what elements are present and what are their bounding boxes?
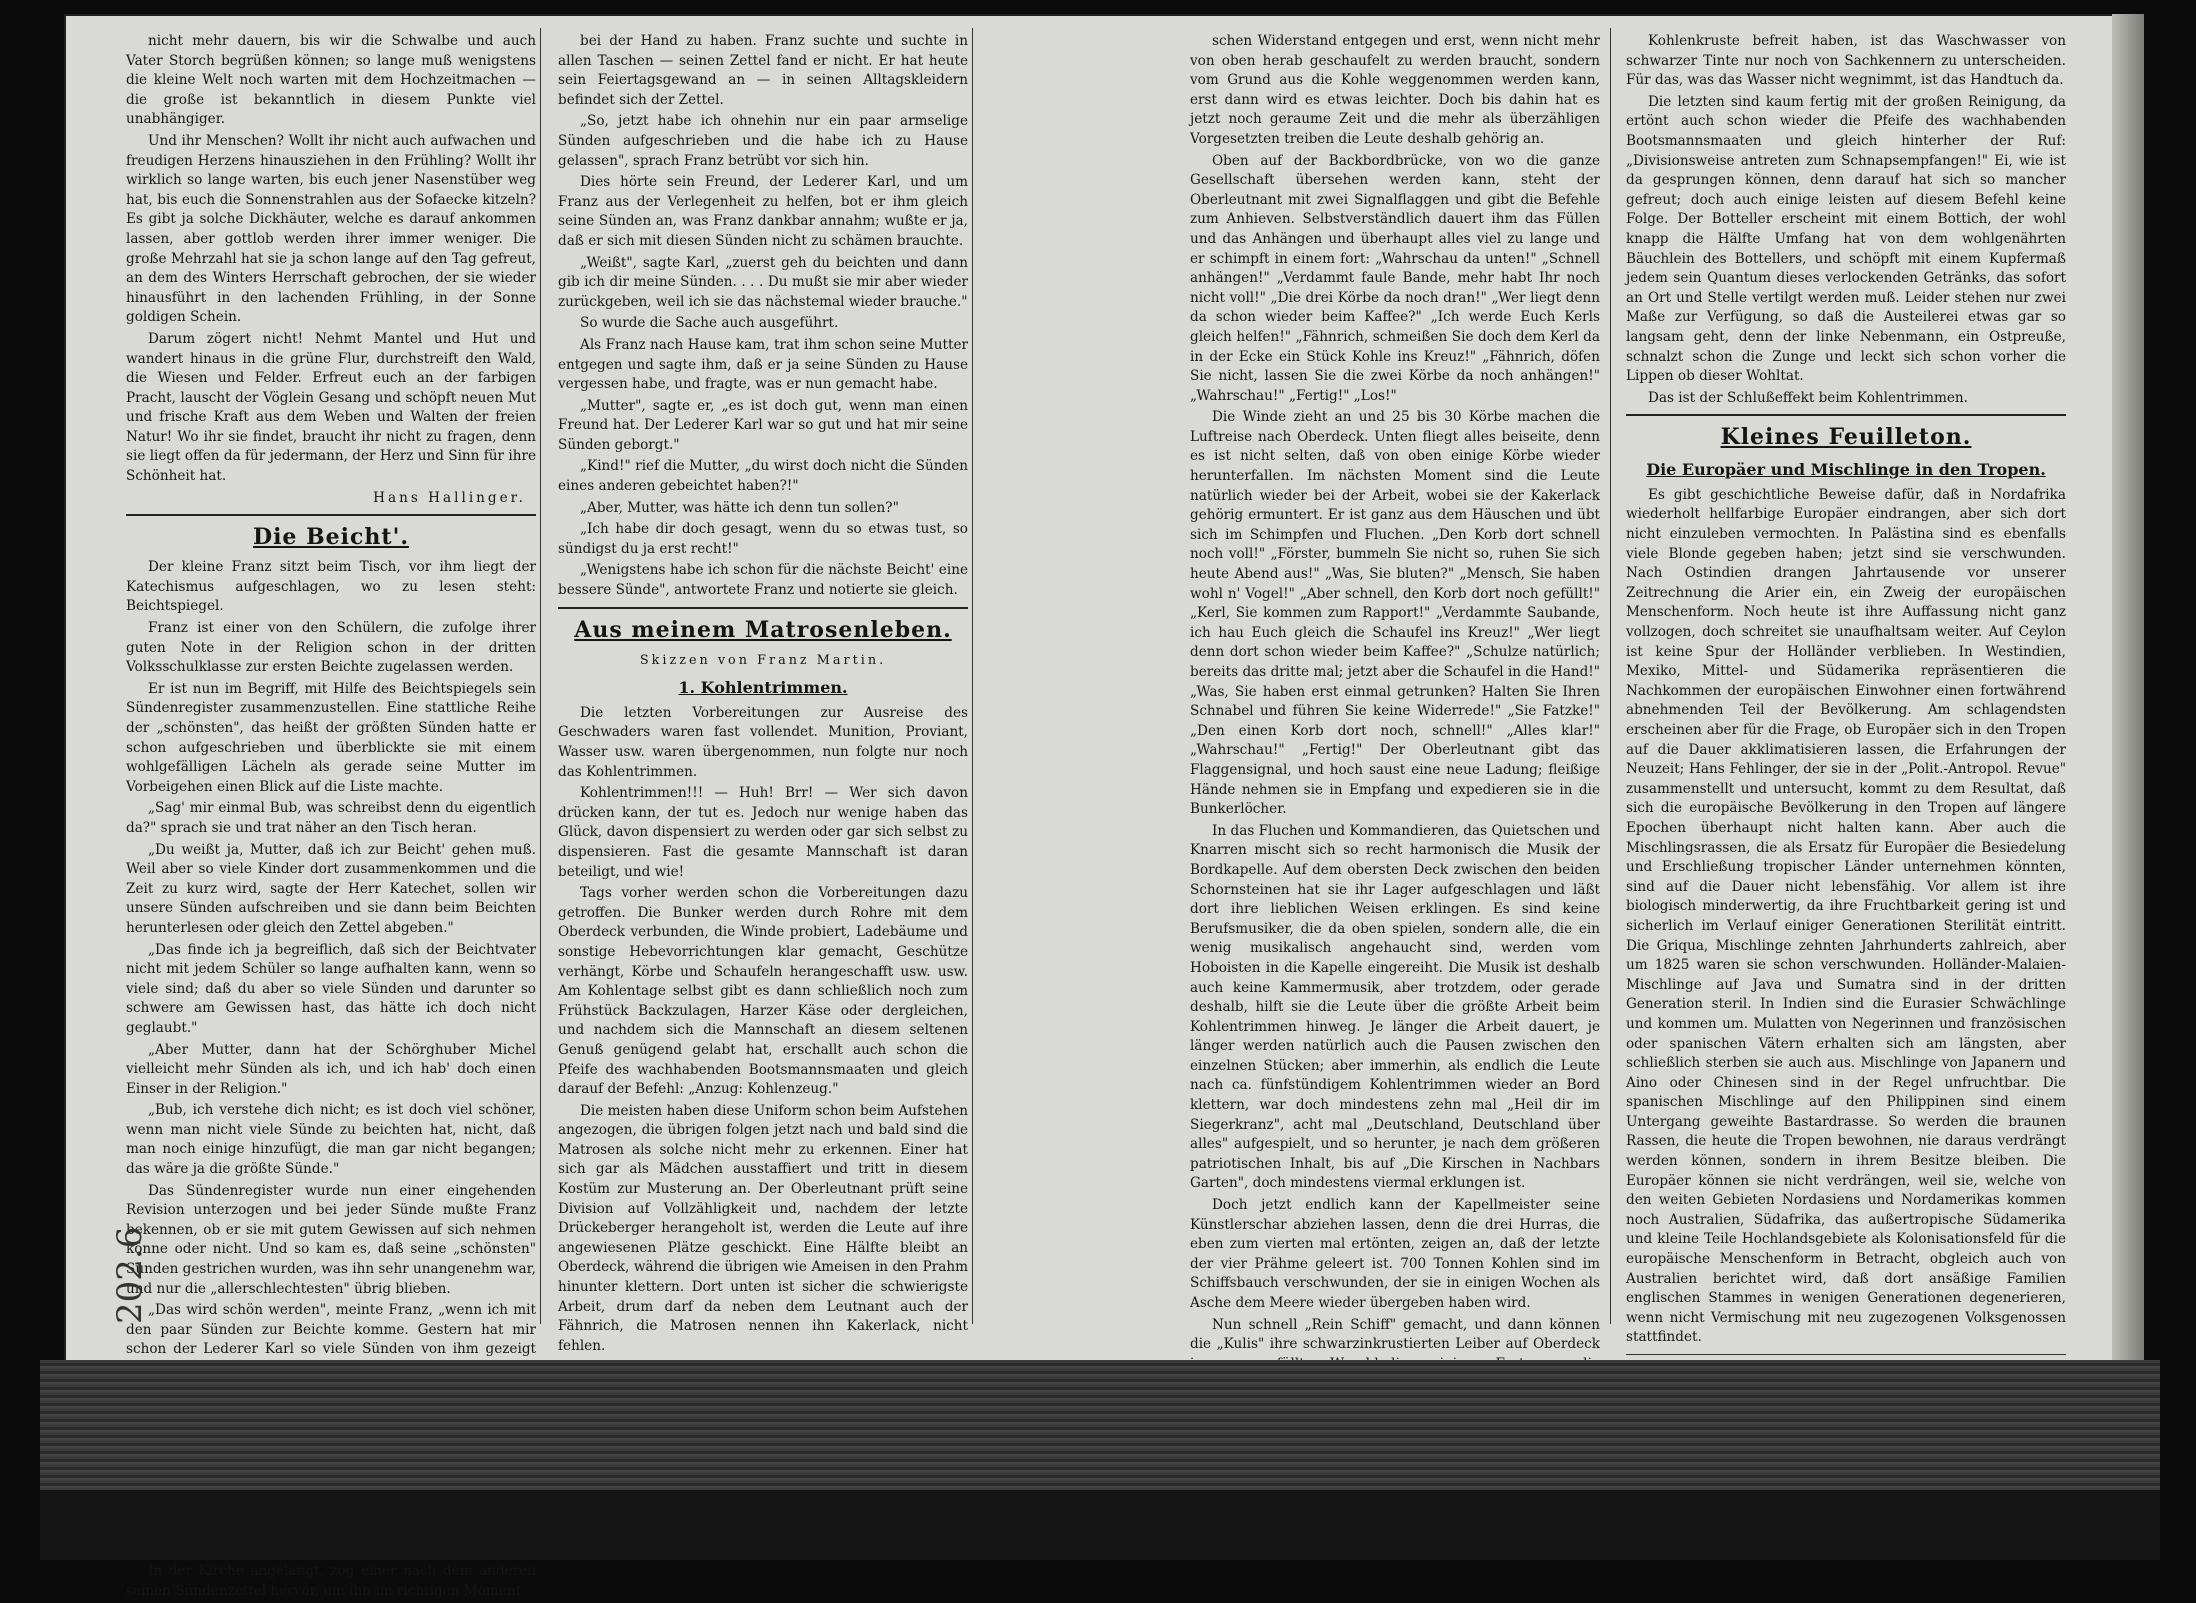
section-rule [558,607,968,609]
article-body [1626,32,2066,408]
paragraph: „Wenigstens habe ich schon für die nächste Beicht' eine bessere Sünde", antwortete Franz und notierte sie gleich. [558,562,968,599]
column-rule [540,28,541,1324]
paragraph: Franz ist einer von den Schülern, die zufolge ihrer guten Note in der Religion schon in der dritten Volksschulklasse zur ersten Beichte zugelassen werden. [126,620,536,676]
paragraph: „Ich habe dir doch gesagt, wenn du so etwas tust, so sündigst du ja erst recht!" [558,521,968,557]
paragraph: „Das wird schön werden", meinte Franz, „wenn ich mit den paar Sünden zur Beichte komme. Gestern hat mir schon der Lederer Karl so viele Sünden von ihm gezeigt [126,1302,536,1358]
article-heading: Die Beicht'. [253,524,409,551]
paragraph: Die meisten haben diese Uniform schon beim Aufstehen angezogen, die übrigen folgen jetzt nach und bald sind die Matrosen als solche nicht mehr zu erkennen. Einer hat sich gar als Mädchen ausstaffiert und tritt in diesem Kostüm zur Musterung an. Der Oberleutnant prüft seine Division auf Vollzähligkeit und, nachdem der letzte Drückeberger herangeholt ist, werden die Leute auf ihre angewiesenen Plätze geschickt. Eine Hälfte bleibt an Oberdeck, während die übrigen wie Ameisen in den Prahm hinunter klettern. Dort unten ist sicher die schwierigste Arbeit, drum darf da neben dem Leutnant auch der Fähnrich, die Matrosen nennen ihn Kakerlack, nicht fehlen. [558,1102,968,1354]
paragraph: „Aber, Mutter, was hätte ich denn tun sollen?" [580,499,899,516]
paragraph: „Das finde ich ja begreiflich, daß sich der Beichtvater nicht mit jedem Schüler so lange aufhalten kann, wenn so viele sind; daß du aber so viele Sünden und darunter so schwere am Gewissen hast, das hätte ich doch nicht geglaubt." [126,941,536,1036]
paragraph: bei der Hand zu haben. Franz suchte und suchte in allen Taschen — seinen Zettel fand er nicht. Er hat heute sein Feiertagsgewand an — in seinen Alltagskleidern befindet sich der Zettel. [558,33,968,108]
paragraph: Das Sündenregister wurde nun einer eingehenden Revision unterzogen und bei jeder Sünde mußte Franz bekennen, ob er sie mit gutem Gewissen auf sich nehmen könne oder nicht. Und so kam es, daß seine „schönsten" Sünden gestrichen wurden, was ihn sehr unangenehm war, und nur die „allerschlechtesten" übrig blieben. [126,1182,536,1297]
page-edge [2112,14,2144,1374]
paragraph: Doch jetzt endlich kann der Kapellmeister seine Künstlerschar abziehen lassen, denn die drei Hurras, die eben zum vierten mal ertönten, zeigen an, daß der letzte der vier Prähme geleert ist. 700 Tonnen Kohlen sind im Schiffsbauch verschwunden, der sie in einigen Wochen als Asche dem Meere wieder übergeben haben wird. [1190,1197,1600,1311]
paragraph: schen Widerstand entgegen und erst, wenn nicht mehr von oben herab geschaufelt zu werden braucht, sondern vom Grund aus die Kohle weggenommen werden kann, erst dann wird es etwas leichter. Doch bis dahin hat es jetzt noch geraume Zeit und die mehr als überzähligen Vorgesetzten treiben die Leute deshalb gehörig an. [1190,33,1600,147]
paragraph: „Du weißt ja, Mutter, daß ich zur Beicht' gehen muß. Weil aber so viele Kinder dort zusammenkommen und die Zeit zu kurz wird, sagte der Herr Katechet, sollen wir unsere Sünden aufschreiben und sie dann beim Beichten herunterlesen oder gleich den Zettel abgeben." [126,841,536,936]
paragraph: „Sag' mir einmal Bub, was schreibst denn du eigentlich da?" sprach sie und trat näher an den Tisch heran. [126,800,536,836]
handwritten-note: 202.6 [110,1226,150,1324]
section-rule [1626,414,2066,416]
column-3 [1190,32,1600,1494]
paragraph: In der Kirche angelangt, zog einer nach dem anderen seinen Sündenzettel hervor, um ihn im richtigen Moment [126,1562,536,1599]
section-rule [1626,1354,2066,1355]
paragraph: Kohlenkruste befreit haben, ist das Waschwasser von schwarzer Tinte nur noch von Sachkennern zu unterscheiden. Für das, was das Wasser nicht wegnimmt, ist das Handtuch da. [1626,33,2066,89]
paragraph: „Kind!" rief die Mutter, „du wirst doch nicht die Sünden eines anderen gebeichtet haben?!" [558,458,968,495]
column-2 [558,32,968,1539]
paragraph: „Mutter", sagte er, „es ist doch gut, wenn man einen Freund hat. Der Lederer Karl war so gut und hat mir seine Sünden geborgt." [558,397,968,453]
paragraph: nicht mehr dauern, bis wir die Schwalbe und auch Vater Storch begrüßen können; so lange muß wenigstens die kleine Welt noch warten mit dem Hochzeitmachen — die große ist bekanntlich in diesem Punkte viel unabhängiger. [126,33,536,128]
paragraph: In das Fluchen und Kommandieren, das Quietschen und Knarren mischt sich so recht harmonisch die Musik der Bordkapelle. Auf dem obersten Deck zwischen den beiden Schornsteinen hat sie ihr Lager aufgeschlagen und läßt dort ihre lieblichen Weisen erklingen. Es sind keine Berufsmusiker, die da oben spielen, sondern alle, die ein wenig musikalisch angehaucht sind, werden vom Hoboisten in die Kapelle eingereiht. Die Musik ist deshalb auch keine Kammermusik, aber trotzdem, oder gerade deshalb, hilft sie die Leute über die größte Arbeit beim Kohlentrimmen hinweg. Je länger die Arbeit dauert, je länger werden natürlich auch die Pausen zwischen den einzelnen Stücken; aber immerhin, als endlich die Leute nach ca. fünfstündigem Kohlentrimmen wieder an Bord klettern, war doch mindestens zehn mal „Heil dir im Siegerkranz", acht mal „Deutschland, Deutschland über alles" aufgespielt, und so herunter, je nach dem größeren patriotischen Inhalt, bis auf „Die Kirschen in Nachbars Garten", doch mindestens viermal erklungen ist. [1190,822,1600,1192]
paragraph: „Bub, ich verstehe dich nicht; es ist doch viel schöner, wenn man nicht viele Sünde zu beichten hat, nicht, daß man noch einige hinzufügt, die man gar nicht begangen; das wäre ja die größte Sünde." [126,1102,536,1178]
newspaper-page [64,14,2144,1599]
article-heading: Kleines Feuilleton. [1720,424,1972,451]
paragraph: Er ist nun im Begriff, mit Hilfe des Beichtspiegels sein Sündenregister zusammenzustellen. Eine stattliche Reihe der „schönsten", das heißt der größten Sünden hatte er schon aufgeschrieben und überblickte sie mit einem wohlgefälligen Lächeln als gerade seine Mutter im Vorbeigehen einen Blick auf die Liste machte. [126,680,536,795]
paragraph: Es gibt geschichtliche Beweise dafür, daß in Nordafrika wiederholt hellfarbige Europäer eindrangen, aber sich dort nicht einzuleben vermochten. In Palästina sind es ebenfalls viele Blonde gegeben haben; jetzt sind sie verschwunden. Nach Ostindien drangen Jahrtausende vor unserer Zeitrechnung die Arier ein, ein Zweig der europäischen Menschenform. Noch heute ist ihre Auffassung nicht ganz vollzogen, doch schreitet sie unaufhaltsam weiter. Auf Ceylon ist keine Spur der Holländer verblieben. In Westindien, Mexiko, Mittel- und Südamerika repräsentieren die Nachkommen der europäischen Einwohner einen fortwährend abnehmenden Teil der Bevölkerung. Am schlagendsten erscheinen aber für die Frage, ob Europäer sich in den Tropen auf die Dauer akklimatisieren lassen, die Erfahrungen der Neuzeit; Hans Fehlinger, der sie in der „Polit.-Antropol. Revue" zusammenstellt und untersucht, kommt zu dem Resultat, daß sich die europäische Bevölkerung in den Tropen auf längere Epochen überhaupt nicht halten kann. Aber auch die Mischlingsrassen, die als Ersatz für Europäer die Besiedelung und Erschließung tropischer Länder unternehmen könnten, sind auf die Dauer nicht lebensfähig. Vor allem ist ihre biologisch minderwertig, da ihre Fruchtbarkeit gering ist und sicherlich im Verlauf einiger Generationen Sterilität eintritt. Die Griqua, Mischlinge zehnten Jahrhunderts zahlreich, aber um 1825 waren sie schon verschwunden. Holländer-Malaien-Mischlinge auf Java und Sumatra sind in der dritten Generation steril. In Indien sind die Eurasier Schwächlinge und kommen um. Mulatten von Negerinnen und französischen oder spanischen Vätern erhalten sich am längsten, aber schließlich sterben sie auch aus. Mischlinge von Japanern und Aino oder Chinesen sind in der Regel unfruchtbar. Die spanischen Mischlinge auf den Philippinen sind einem Untergang geweihte Bastardrasse. So werden die braunen Rassen, die heute die Tropen bewohnen, nie daraus verdrängt werden können, sondern in ihrem Besitze bleiben. Die Europäer können sie nicht verdrängen, weil sie, welche von den weiten Gebieten Nordasiens und Nordamerikas kommen noch Australien, Südafrika, das außertropische Südamerika und kleine Teile Hochlandsgebiete als Kolonisationsfeld für die europäische Menschenform in Betracht, obgleich auch von Australien berichtet wird, daß dort ansäßige Familien englischen Stammes in wenigen Generationen degenerieren, wenn nicht Vermischung mit neu zugezogenen Volksgenossen stattfindet. [1626,486,2066,1346]
column-rule [972,28,973,1324]
binding-shadow [40,1490,2160,1560]
paragraph: Tags vorher werden schon die Vorbereitungen dazu getroffen. Die Bunker werden durch Rohre mit dem Oberdeck verbunden, die Winde probiert, Ladebäume und sonstige Hebevorrichtungen klar gemacht, Geschütze verhängt, Körbe und Schaufeln herangeschafft usw. usw. Am Kohlentage selbst gibt es dann schließlich noch zum Frühstück Backzulagen, Harzer Käse oder dergleichen, und nachdem sich die Mannschaft an diesem seltenen Genuß genügend gelabt hat, erschallt auch schon die Pfeife des wachhabenden Bootsmannsmaaten und gleich darauf der Befehl: „Anzug: Kohlenzeug." [558,885,968,1098]
paragraph: „Weißt", sagte Karl, „zuerst geh du beichten und dann gib ich dir meine Sünden. . . . Du mußt sie mir aber wieder zurückgeben, weil ich sie das nächstemal wieder brauche." [558,254,968,310]
article-subtitle: Skizzen von Franz Martin. [639,652,887,668]
paragraph: Das ist der Schlußeffekt beim Kohlentrimmen. [1648,389,1968,406]
article-heading: Aus meinem Matrosenleben. [574,616,952,643]
paragraph: Die letzten Vorbereitungen zur Ausreise des Geschwaders waren fast vollendet. Munition, Proviant, Wasser usw. waren übergenommen, nun folgte nur noch das Kohlentrimmen. [558,704,968,780]
paragraph: Als Franz nach Hause kam, trat ihm schon seine Mutter entgegen und sagte ihm, daß er ja seine Sünden zu Hause vergessen habe, und fragte, was er nun gemacht habe. [558,336,968,393]
paragraph: So wurde die Sache auch ausgeführt. [580,315,839,332]
paragraph: Darum zögert nicht! Nehmt Mantel und Hut und wandert hinaus in die grüne Flur, durchstreift den Wald, die Wiesen und Felder. Erfreut euch an der farbigen Pracht, lauscht der Vöglein Gesang und schöpft neuen Mut und frische Kraft aus dem Weben und Walten der freien Natur! Wo ihr sie findet, braucht ihr nicht zu fragen, denn sie liegt offen da für jedermann, der Herz und Sinn für ihre Schönheit hat. [126,330,536,485]
article-body [558,32,968,601]
section-heading: 1. Kohlentrimmen. [678,678,848,698]
paragraph: Kohlentrimmen!!! — Huh! Brr! — Wer sich davon drücken kann, der tut es. Jedoch nur wenige haben das Glück, davon dispensiert zu werden oder gar sich selbst zu dispensieren. Fast die gesamte Mannschaft ist daran beteiligt, und wie! [558,785,968,880]
column-4 [1626,32,2066,1430]
paragraph: Der kleine Franz sitzt beim Tisch, vor ihm liegt der Katechismus aufgeschlagen, wo zu lesen steht: Beichtspiegel. [126,559,536,615]
article-body [1626,486,2066,1348]
paragraph: Und ihr Menschen? Wollt ihr nicht auch aufwachen und freudigen Herzens hinausziehen in den Frühling? Wollt ihr wirklich so lange warten, bis euch jener Nasenstüber weg hat, bis euch die Sonnenstrahlen aus der Sofaecke kitzeln? Es gibt ja solche Dickhäuter, welche es darauf ankommen lassen, aber gottlob werden ihrer immer weniger. Die große Mehrzahl hat sie ja schon lange auf den Tag gefreut, an dem des Winters Herrschaft gebrochen, der sie wieder hinausführt in den lachenden Frühling, in der Sonne goldigen Schein. [126,132,536,326]
paragraph: „So, jetzt habe ich ohnehin nur ein paar armselige Sünden aufgeschrieben und die habe ich zu Hause gelassen", sprach Franz betrübt vor sich hin. [558,113,968,169]
book-binding [40,1360,2160,1490]
paragraph: Nun schnell „Rein Schiff" gemacht, und dann können die „Kulis" ihre schwarzinkrustierten Leiber auf Oberdeck [1190,1316,1600,1353]
paragraph: Oben auf der Backbordbrücke, von wo die ganze Gesellschaft übersehen werden kann, steht der Oberleutnant mit zwei Signalflaggen und gibt die Befehle zum Anhieven. Selbstverständlich dauert ihm das Füllen und das Anhängen und überhaupt alles viel zu lange und er schimpft in einem fort: „Wahrschau da unten!" „Schnell anhängen!" „Verdammt faule Bande, mehr habt Ihr noch nicht voll!" „Die drei Körbe da noch dran!" „Wer liegt denn da schon wieder beim Kaffee?" „Ich werde Euch Kerls gleich helfen!" „Fähnrich, schmeißen Sie doch dem Kerl da in der Ecke ein Stück Kohle ins Kreuz!" „Fähnrich, döfen Sie nicht, lassen Sie die zwei Körbe da noch anhängen!" „Wahrschau!" „Fertig!" „Los!" [1190,152,1600,404]
author-signature: Hans Hallinger. [373,489,526,506]
paragraph: „Aber Mutter, dann hat der Schörghuber Michel vielleicht mehr Sünden als ich, und ich hab' doch einen Einser in der Religion." [126,1041,536,1097]
col1-intro [126,32,536,508]
article-body [1190,32,1600,1492]
paragraph: Die letzten sind kaum fertig mit der großen Reinigung, da ertönt auch schon wieder die Pfeife des wachhabenden Bootsmannsmaaten und gleich hinterher der Ruf: „Divisionsweise antreten zum Schnapsempfangen!" Ei, wie ist da gesprungen können, denn darauf hat sich so mancher gefreut; doch auch einige leisten auf diesem Befehl keine Folge. Der Botteller erscheint mit einem Bottich, der wohl knapp die Hälfte Umfang hat von dem wohlgenährten Bäuchlein des Bottellers, und schöpft mit einem Kupfermaß jedem sein Quantum dieses verlockenden Getränks, das sofort an Ort und Stelle vertilgt werden muß. Leider stehen nur zwei Maße zur Verfügung, so daß die Austeilerei etwas gar so langsam geht, denn der linke Nebenmann, ein Ostpreuße, schnalzt schon die Zunge und leckt sich schon vorher die Lippen ob dieser Wohltat. [1626,93,2066,385]
paragraph: Dies hörte sein Freund, der Lederer Karl, und um Franz aus der Verlegenheit zu helfen, bot er ihm gleich seine Sünden an, was Franz dankbar annahm; wußte er ja, daß er sich mit diesen Sünden nicht zu schämen brauchte. [558,174,968,249]
column-rule [1610,28,1611,1324]
section-heading: Die Europäer und Mischlinge in den Tropen. [1646,460,2046,480]
paragraph: Die Winde zieht an und 25 bis 30 Körbe machen die Luftreise nach Oberdeck. Unten fliegt alles beiseite, denn es ist nicht selten, daß von oben einige Körbe wieder herunterfallen. Im nächsten Moment sind die Leute natürlich wieder bei der Arbeit, wobei sie der Kakerlack gehörig ermuntert. Er ist ganz aus dem Häuschen und übt sich im Schimpfen und Fluchen. „Den Korb dort schnell noch voll!" „Förster, bummeln Sie nicht so, ruhen Sie sich heute Abend aus!" „Was, Sie bluten?" „Mensch, Sie haben wohl n' Vogel!" „Aber schnell, den Korb dort noch gefüllt!" „Kerl, Sie kommen zum Rapport!" „Verdammte Saubande, ich hau Euch gleich die Schaufel ins Kreuz!" „Wer liegt denn dort schon wieder beim Kaffee?" „Schulze natürlich; bereits das dritte mal; jetzt aber die Schaufel in die Hand!" „Was, Sie haben erst einmal getrunken? Halten Sie Ihren Schnabel und führen Sie keine Widerrede!" „Sie Fatzke!" „Den einen Korb dort noch, schnell!" „Alles klar!" „Wahrschau!" „Fertig!" Der Oberleutnant gibt das Flaggensignal, und hoch saust eine neue Ladung; fleißige Hände nehmen sie in Empfang und expedieren sie in die Bunkerlöcher. [1190,409,1600,818]
section-rule [126,514,536,516]
